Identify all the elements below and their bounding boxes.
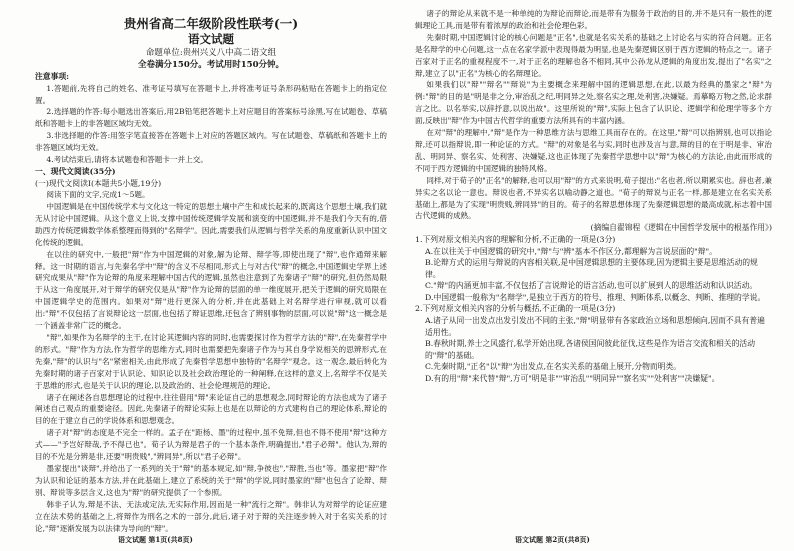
- passage-paragraph: "辩",如果作为名辩学的主干,在讨论其逻辑内容的同时,也需要探讨作为哲学方法的"辩",在先秦哲学中的形式。"辩"作为方法,作为哲学的思维方式,同时也需要把先秦诸子作为与其自身学说相关的思辨形式,在先秦,"辩"的认识与"名"紧密相关,由此形成了先秦哲学思想中独特的"名辩学"观念。这一观念,最后转化为先秦时期的诸子百家对于认识论、知识论以及社会政治理论的一种阐释,在这样的意义上,名辩学不仅是关于思维的形式,也是关于认识的理论,以及政治的、社会伦理规范的理论。: [35, 333, 387, 390]
- notice-1: 1.答题前,先将自己的姓名、准考证号填写在答题卡上,并将准考证号条形码粘贴在答题卡上的指定位置。: [35, 83, 387, 105]
- passage-paragraph: 墨家提出"谈辩",并给出了一系列的关于"辩"的基本规定,如"辩,争彼也","辩胜,当也"等。墨家把"辩"作为认识和论证的基本方法,并在此基础上,建立了系统的关于"辩"的学说,同时墨家的"辩"也包含了论辩、辩别、辩说等多层含义,这也为"辩"的研究提供了一个参照。: [35, 463, 387, 497]
- passage-source: (摘编自翟锦程《逻辑在中国哲学发展中的根基作用》): [590, 223, 772, 233]
- question-2: 2.下列对原文相关内容的分析与概括,不正确的一项是(3分): [415, 304, 616, 314]
- passage-paragraph: 诸子对"辩"的态度是不完全一样的。孟子在"距杨、墨"的过程中,虽不免辩,但也不得不使用"辩"这种方式——"予岂好辩哉,予不得已也"。荀子认为辩是君子的一个基本条件,明确提出,"君子必辩"。他认为,辩的目的不光是分辨是非,还要"明贵贱","辨同异",所以"君子必辩"。: [35, 428, 387, 462]
- passage-paragraph: 中国逻辑是在中国传统学术与文化这一特定的思想土壤中产生和成长起来的,既离这个思想土壤,我们就无从讨论中国逻辑。从这个意义上说,支撑中国传统逻辑学发展和演变的中国逻辑,并不是我们今天有的,借助西方传统逻辑数学体系整理而得到的"名辩学"。因此,需要我们从逻辑与哲学关系的角度重新认识中国文化传统的逻辑。: [35, 202, 387, 247]
- exam-title: 贵州省高二年级阶段性联考(一): [123, 16, 299, 31]
- passage-paragraph: 同样,对于荀子的"正名"的解释,也可以用"辩"的方式来说明,荀子提出:"名也者,所以期累实也。辞也者,兼异实之名以论一意也。辩说也者,不异实名以喻动静之道也。"荀子的辩说与正名一样,都是建立在名实关系基础上,都是为了实现"明贵贱,辨同异"的目的。荀子的名辩思想体现了先秦逻辑思想的最高成就,标志着中国古代逻辑的成熟。: [415, 175, 772, 221]
- passage-paragraph: 在对"辩"的理解中,"辩"是作为一种思维方法与思维工具而存在的。在这里,"辩"可以指辨别,也可以指论辩,还可以指辩说,即一种论证的方式。"辩"的对象是名与实,同时也涉及言与意,辩的目的在于明是非、审治乱、明同异、察名实、处利害、决嫌疑,这也正体现了先秦哲学思想中以"辩"为核心的方法论,由此而形成的不同于西方逻辑的中国逻辑的独特风格。: [415, 128, 772, 173]
- page-footer-right: 语文试题 第2页(共8页): [515, 535, 590, 544]
- notice-2: 2.选择题的作答:每小题选出答案后,用2B铅笔把答题卡上对应题目的答案标号涂黑,写在试题卷、草稿纸和答题卡上的非答题区域均无效。: [35, 107, 387, 129]
- passage-paragraph: 诸子的辩论从来就不是一种单纯的为辩论而辩论,而是带有为服务于政治的目的,并不是只有一般性的逻辑理论工具,而是带有着浓厚的政治和社会伦理色彩。: [415, 9, 772, 30]
- notice-3: 3.非选择题的作答:用签字笔直接答在答题卡上对应的答题区域内。写在试题卷、草稿纸和答题卡上的非答题区域均无效。: [35, 131, 387, 153]
- passage-paragraph: 先秦时期,中国逻辑讨论的核心问题是"正名",也就是名实关系的基础之上讨论名与实的符合问题。正名是名辩学的中心问题,这一点在名家学派中表现得最为明显,也是先秦逻辑区别于西方逻辑的特点之一。诸子百家对于正名的重视程度不一,对于正名的理解也各不相同,其中公孙龙从逻辑的角度出发,提出了"名实"之辩,建立了以"正名"为核心的名辩理论。: [415, 32, 772, 78]
- right-page: [397, 0, 794, 551]
- score-time: 全卷满分150分。考试用时150分钟。: [138, 60, 284, 70]
- page-footer-left: 语文试题 第1页(共8页): [118, 535, 193, 544]
- reading-instruction: 阅读下面的文字,完成1～5题。: [46, 190, 150, 200]
- exam-subtitle: 语文试题: [188, 32, 234, 46]
- question-1-option-b: B.论辩方式的运用与辩说的内容相关联,是中国逻辑思想的主要体现,因为逻辑主要是思维活动的规律。: [425, 258, 758, 279]
- issuer: 命题单位:贵州兴义八中高二语文组: [145, 48, 277, 58]
- question-2-option-b: B.春秋时期,养士之风盛行,私学开始出现,各诸侯国间彼此征伐,这些是作为语言交流和相关的活动的"辩"的基础。: [425, 339, 755, 360]
- question-2-option-d: D.有的用"辩"来代替"辩",方可"明是非""审治乱""明同异""察名实""处利害""决嫌疑"。: [425, 374, 720, 384]
- subsection-heading: (一)现代文阅读Ⅰ(本题共5小题,19分): [35, 178, 162, 188]
- question-1-option-a: A.在以往关于中国逻辑的研究中,"辩"与"辨"基本不作区分,都理解为言说层面的"辩"。: [425, 246, 717, 256]
- passage-paragraph: 诸子在阐述各自思想理论的过程中,往往借用"辩"来论证自己的思想观念,同时辩论的方法也成为了诸子阐述自己观点的重要途径。因此,先秦诸子的辩论实际上也是在以辩论的方式建构自己的理论体系,辩论的目的在于建立自己的学说体系和思想观念。: [35, 392, 387, 426]
- passage-paragraph: 如果我们以"辩""辩名""辩说"为主要概念来理解中国的逻辑思想,在此,以最为经典的墨家之"辩"为例:"辩"的目的是"明是非之分,审治乱之纪,明同异之处,察名实之理,处利害,决嫌疑。焉摹略万物之然,论求群言之比。以名举实,以辞抒意,以说出故"。这里所说的"辩",实际上包含了认识论、逻辑学和伦理学等多个方面,反映出"辩"作为中国古代哲学的重要方法所具有的丰富内涵。: [415, 80, 772, 126]
- notice-4: 4.考试结束后,请将本试题卷和答题卡一并上交。: [46, 155, 208, 165]
- passage-paragraph: 韩非子认为,辩是不法、无法或定法,无实际作用,因而是一种"流行之辩"。韩非认为对辩学的论证应建立在法术势的基础之上,将辩作为刑名之术的一部分,此后,诸子对于辩的关注逐步转入对于名实关系的讨论,"辩"逐渐发展为以法律为导向的"辩"。: [35, 499, 387, 533]
- passage-paragraph: 在以往的研究中,一般把"辩"作为中国逻辑的对象,解为论辩、辩学等,即使出现了"辩",也作通辩来解释。这一时期的语言,与先秦名学中"辩"的含义不尽相同,形式上与对古代"辩"的概念,中国逻辑史学界上述研究成果从"辩"作为论辩的角度来理解中国古代的逻辑,虽然也注意到了先秦诸子"辩"的研究,但仍然局限于从这一角度展开,对于辩学的研究仅是从"辩"作为论辩的层面的单一维度展开,把关于逻辑的研究局限在中国逻辑学史的范围内。如果对"辩"进行更深入的分析,并在此基础上对名辩学进行审视,就可以看出:"辩"不仅包括了言说辩论这一层面,也包括了辩证思维,还包含了辨别事物的层面,可以说"辩"这一概念是一个涵盖非常广泛的概念。: [35, 249, 387, 331]
- question-1: 1.下列对原文相关内容的理解和分析,不正确的一项是(3分): [415, 234, 616, 244]
- question-2-option-a: A.诸子从同一出发点出发引发出不同的主张,"辩"明显带有各家政治立场和思想倾向,因而不具有普遍适用性。: [425, 316, 765, 337]
- question-1-option-d: D.中国逻辑一般称为"名辩学",是独立于西方的符号、推理、判断体系,以概念、判断、推理的学说。: [425, 292, 766, 302]
- question-2-option-c: C.先秦时期,"正名"以"辩"为出发点,在名实关系的基础上展开,分物而明类。: [425, 362, 682, 372]
- notice-heading: 注意事项:: [35, 72, 70, 81]
- question-1-option-c: C."辩"的内涵更加丰富,不仅包括了言说辩论的语言活动,也可以扩展到人的思维活动和认识活动。: [425, 281, 758, 291]
- section-heading: 一、现代文阅读(35分): [35, 166, 116, 176]
